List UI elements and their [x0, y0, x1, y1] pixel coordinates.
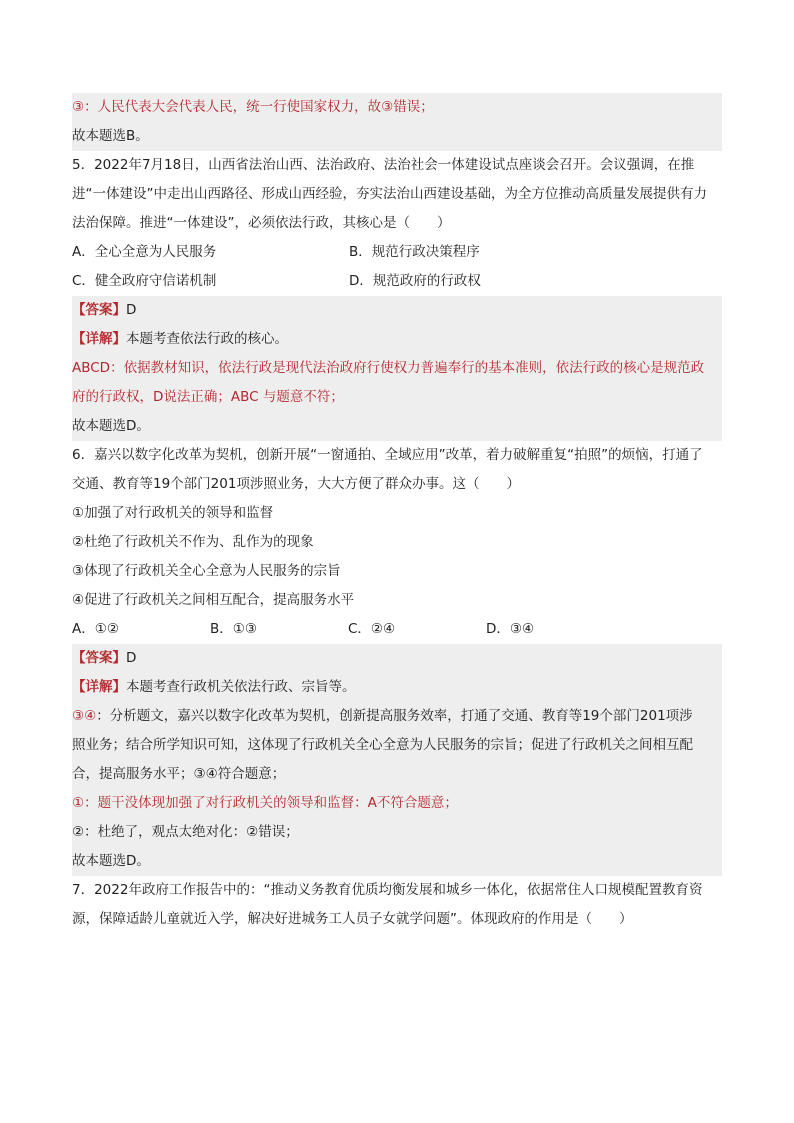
q7-stem-line-1: 7．2022年政府工作报告中的：“推动义务教育优质均衡发展和城乡一体化，依据常住人口规模配置教育资	[72, 882, 703, 898]
q6-detail	[72, 673, 722, 702]
q5-option-d: D．规范政府的行政权	[349, 273, 481, 289]
q4-conclusion: 故本题选B。	[72, 122, 722, 151]
page-content	[72, 93, 722, 934]
q5-analysis-line-1: ABCD：依据教材知识，依法行政是现代法治政府行使权力普遍奉行的基本准则，依法行政的核心是规范政	[72, 354, 722, 383]
q6-statement-3: ③体现了行政机关全心全意为人民服务的宗旨	[72, 563, 341, 579]
q5-analysis-line-2: 府的行政权，D说法正确；ABC 与题意不符；	[72, 383, 722, 412]
q5-conclusion: 故本题选D。	[72, 412, 722, 441]
q6-answer	[72, 644, 722, 673]
answer-tag: 【答案】	[72, 650, 126, 666]
detail-tag: 【详解】	[72, 331, 126, 347]
q6-statement-2: ②杜绝了行政机关不作为、乱作为的现象	[72, 534, 314, 550]
q5-detail-text: 本题考查依法行政的核心。	[126, 331, 288, 347]
q6-conclusion: 故本题选D。	[72, 847, 722, 876]
q6-stem-line-1: 6．嘉兴以数字化改革为契机，创新开展“一窗通拍、全域应用”改革，着力破解重复“拍照”的烦恼，打通了	[72, 447, 703, 463]
q6-analysis-line-1	[72, 702, 722, 731]
q6-stem-line-2: 交通、教育等19个部门201项涉照业务，大大方便了群众办事。这（ ）	[72, 476, 520, 492]
q5-stem-line-1: 5．2022年7月18日，山西省法治山西、法治政府、法治社会一体建设试点座谈会召开。会议强调，在推	[72, 157, 695, 173]
q5-answer-value: D	[126, 302, 137, 318]
q6-wrong-2: ②：杜绝了，观点太绝对化：②错误；	[72, 818, 722, 847]
q6-option-b: B．①③	[210, 621, 257, 637]
q5-answer	[72, 296, 722, 325]
q5-stem-line-2: 进“一体建设”中走出山西路径、形成山西经验，夯实法治山西建设基础，为全方位推动高质量发展提供有力	[72, 186, 707, 202]
q6-option-c: C．②④	[348, 621, 396, 637]
q6-options-row	[72, 615, 722, 644]
q6-wrong-1: ①：题干没体现加强了对行政机关的领导和监督：A不符合题意；	[72, 789, 722, 818]
answer-tag: 【答案】	[72, 302, 126, 318]
q6-analysis-line-3: 合，提高服务水平；③④符合题意；	[72, 760, 722, 789]
q6-statement-1: ①加强了对行政机关的领导和监督	[72, 505, 274, 521]
q6-option-a: A．①②	[72, 621, 119, 637]
q7-stem-line-2: 源，保障适龄儿童就近入学，解决好进城务工人员子女就学问题”。体现政府的作用是（ ）	[72, 911, 633, 927]
detail-tag: 【详解】	[72, 679, 126, 695]
q6-detail-text: 本题考查行政机关依法行政、宗旨等。	[126, 679, 356, 695]
q4-analysis-line: ③：人民代表大会代表人民，统一行使国家权力，故③错误；	[72, 93, 722, 122]
q6-option-d: D．③④	[486, 621, 535, 637]
q5-option-a: A．全心全意为人民服务	[72, 244, 217, 260]
q6-answer-value: D	[126, 650, 137, 666]
q5-option-c: C．健全政府守信诺机制	[72, 273, 217, 289]
q6-statement-4: ④促进了行政机关之间相互配合，提高服务水平	[72, 592, 355, 608]
q6-analysis-ref: ③④	[72, 708, 97, 724]
q6-analysis-text-1: ：分析题文，嘉兴以数字化改革为契机，创新提高服务效率，打通了交通、教育等19个部门201项涉	[96, 708, 693, 724]
q5-option-b: B．规范行政决策程序	[349, 244, 480, 260]
q6-analysis-line-2: 照业务；结合所学知识可知，这体现了行政机关全心全意为人民服务的宗旨；促进了行政机关之间相互配	[72, 731, 722, 760]
q5-options-row-2	[72, 267, 722, 296]
q5-detail	[72, 325, 722, 354]
q5-options-row-1	[72, 238, 722, 267]
q5-stem-line-3: 法治保障。推进“一体建设”，必须依法行政，其核心是（ ）	[72, 215, 451, 231]
